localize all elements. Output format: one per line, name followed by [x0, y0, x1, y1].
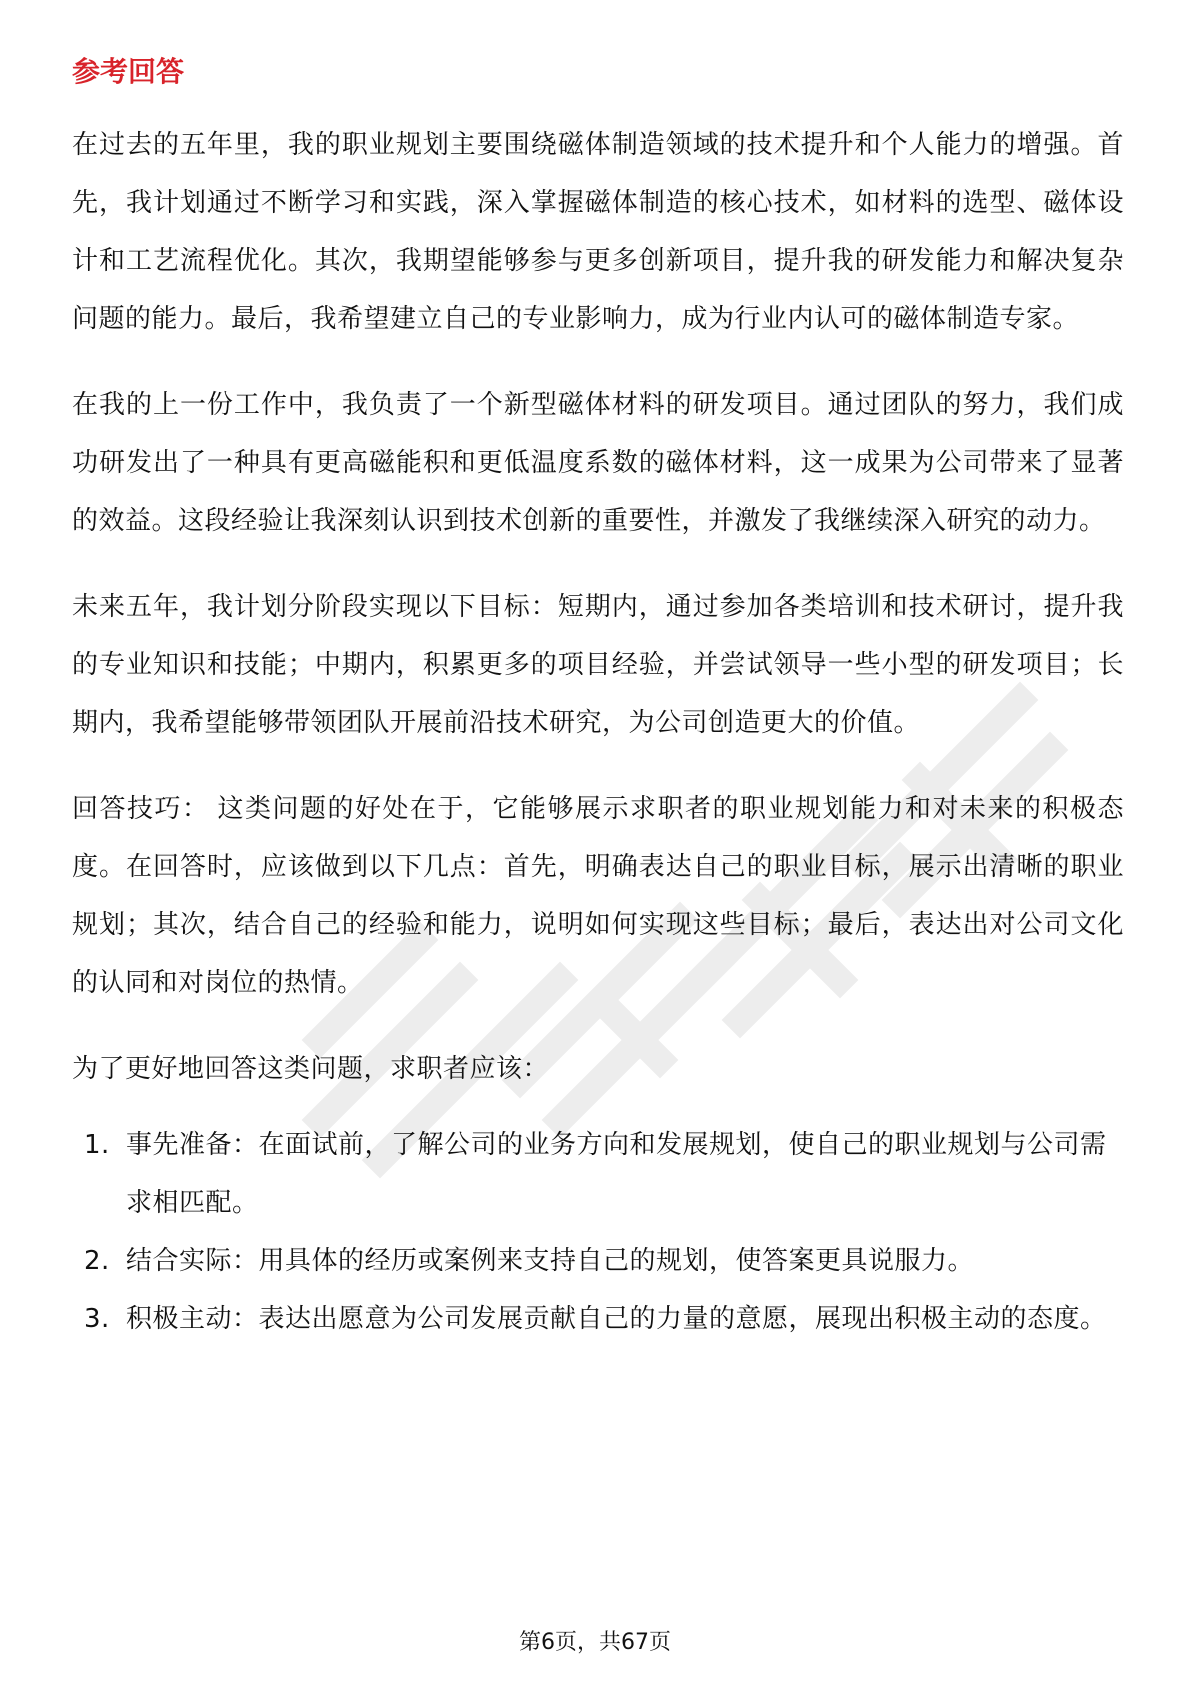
list-item-text: 积极主动：表达出愿意为公司发展贡献自己的力量的意愿，展现出积极主动的态度。 — [126, 1304, 1107, 1334]
paragraph-tips — [72, 780, 1124, 1012]
list-number: 3. — [84, 1304, 110, 1334]
tips-label: 回答技巧： — [72, 794, 210, 824]
list-item-text: 结合实际：用具体的经历或案例来支持自己的规划，使答案更具说服力。 — [126, 1246, 975, 1276]
list-item — [72, 1290, 1124, 1348]
page-number-footer: 第6页，共67页 — [519, 1630, 671, 1655]
list-number: 2. — [84, 1246, 110, 1276]
paragraph-career-plan: 在过去的五年里，我的职业规划主要围绕磁体制造领域的技术提升和个人能力的增强。首先，我计划通过不断学习和实践，深入掌握磁体制造的核心技术，如材料的选型、磁体设计和工艺流程优化。其次，我期望能够参与更多创新项目，提升我的研发能力和解决复杂问题的能力。最后，我希望建立自己的专业影响力，成为行业内认可的磁体制造专家。 — [72, 130, 1124, 334]
list-item — [72, 1116, 1124, 1232]
list-number: 1. — [84, 1130, 110, 1160]
paragraph-experience: 在我的上一份工作中，我负责了一个新型磁体材料的研发项目。通过团队的努力，我们成功研发出了一种具有更高磁能积和更低温度系数的磁体材料，这一成果为公司带来了显著的效益。这段经验让我深刻认识到技术创新的重要性，并激发了我继续深入研究的动力。 — [72, 390, 1124, 536]
paragraph-five-year-goals: 未来五年，我计划分阶段实现以下目标：短期内，通过参加各类培训和技术研讨，提升我的专业知识和技能；中期内，积累更多的项目经验，并尝试领导一些小型的研发项目；长期内，我希望能够带领团队开展前沿技术研究，为公司创造更大的价值。 — [72, 592, 1124, 738]
advice-list — [72, 1116, 1124, 1348]
section-title: 参考回答 — [72, 55, 185, 88]
paragraph-intro: 为了更好地回答这类问题，求职者应该： — [72, 1054, 550, 1084]
list-item-text: 事先准备：在面试前，了解公司的业务方向和发展规划，使自己的职业规划与公司需求相匹配。 — [126, 1130, 1107, 1218]
list-item — [72, 1232, 1124, 1290]
tips-text: 这类问题的好处在于，它能够展示求职者的职业规划能力和对未来的积极态度。在回答时，应该做到以下几点：首先，明确表达自己的职业目标，展示出清晰的职业规划；其次，结合自己的经验和能力，说明如何实现这些目标；最后，表达出对公司文化的认同和对岗位的热情。 — [72, 794, 1124, 998]
document-page — [72, 48, 1124, 1348]
